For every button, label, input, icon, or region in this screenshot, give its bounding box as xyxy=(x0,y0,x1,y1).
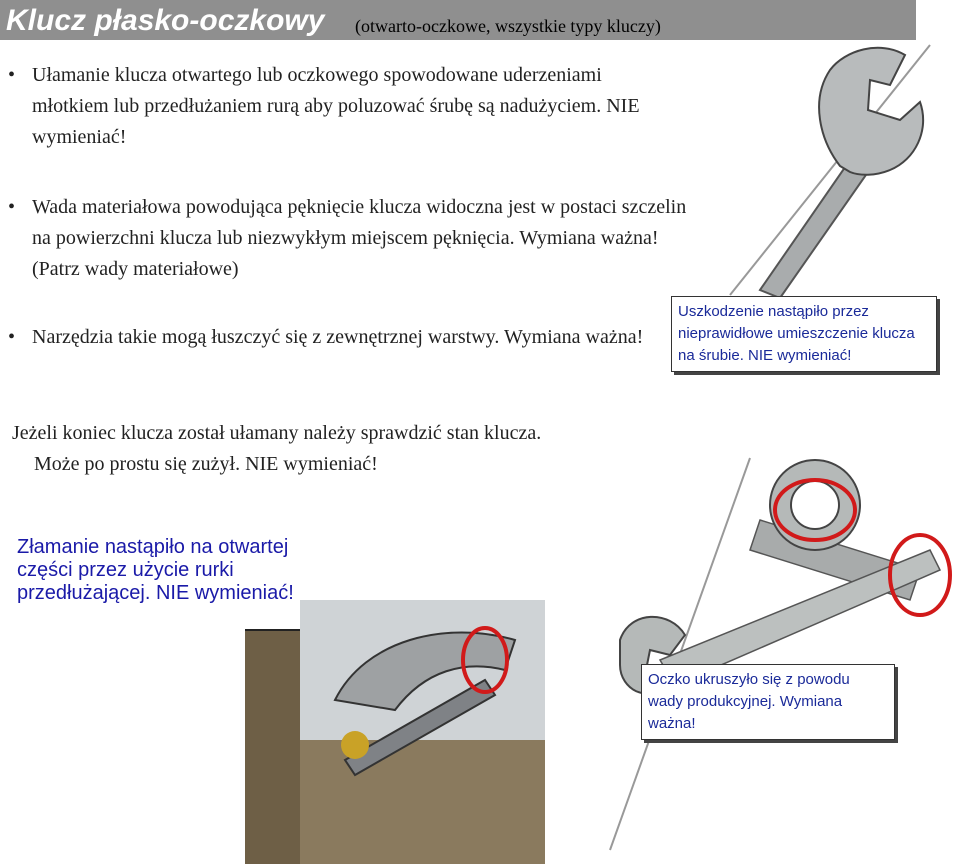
bullet-text: Wada materiałowa powodująca pęknięcie klucza widoczna jest w postaci szczelin na powierzchni klucza lub niezwykłym miejscem pęknięcia. Wymiana ważna! (Patrz wady materiałowe) xyxy=(32,196,687,280)
page-title: Klucz płasko-oczkowy xyxy=(6,4,325,37)
bullet-text: Narzędzia takie mogą łuszczyć się z zewnętrznej warstwy. Wymiana ważna! xyxy=(32,326,644,348)
break-callout: Złamanie nastąpiło na otwartej części przez użycie rurki przedłużającej. NIE wymieniać! xyxy=(17,536,297,605)
open-wrench-image xyxy=(700,40,940,300)
ring-callout: Oczko ukruszyło się z powodu wady produkcyjnej. Wymiana ważna! xyxy=(641,664,895,740)
bullet-dot: • xyxy=(8,196,16,218)
page-subtitle: (otwarto-oczkowe, wszystkie typy kluczy) xyxy=(355,16,661,36)
bullet-dot: • xyxy=(8,326,16,348)
bullet-dot: • xyxy=(8,64,16,86)
ring-wrench-image xyxy=(600,450,960,860)
damage-callout: Uszkodzenie nastąpiło przez nieprawidłowe umieszczenie klucza na śrubie. NIE wymieniać! xyxy=(671,296,937,372)
note-line-1: Jeżeli koniec klucza został ułamany należy sprawdzić stan klucza. xyxy=(12,422,542,444)
bullet-item xyxy=(8,192,688,285)
title-bar xyxy=(0,0,916,40)
bullet-text: Ułamanie klucza otwartego lub oczkowego spowodowane uderzeniami młotkiem lub przedłużaniem rurą aby poluzować śrubę są nadużyciem. NIE wymieniać! xyxy=(32,64,640,148)
note-line-2: Może po prostu się zużył. NIE wymieniać! xyxy=(34,453,378,475)
bullet-item xyxy=(8,60,688,153)
broken-wrench-image xyxy=(245,600,545,864)
bullet-item xyxy=(8,322,688,353)
